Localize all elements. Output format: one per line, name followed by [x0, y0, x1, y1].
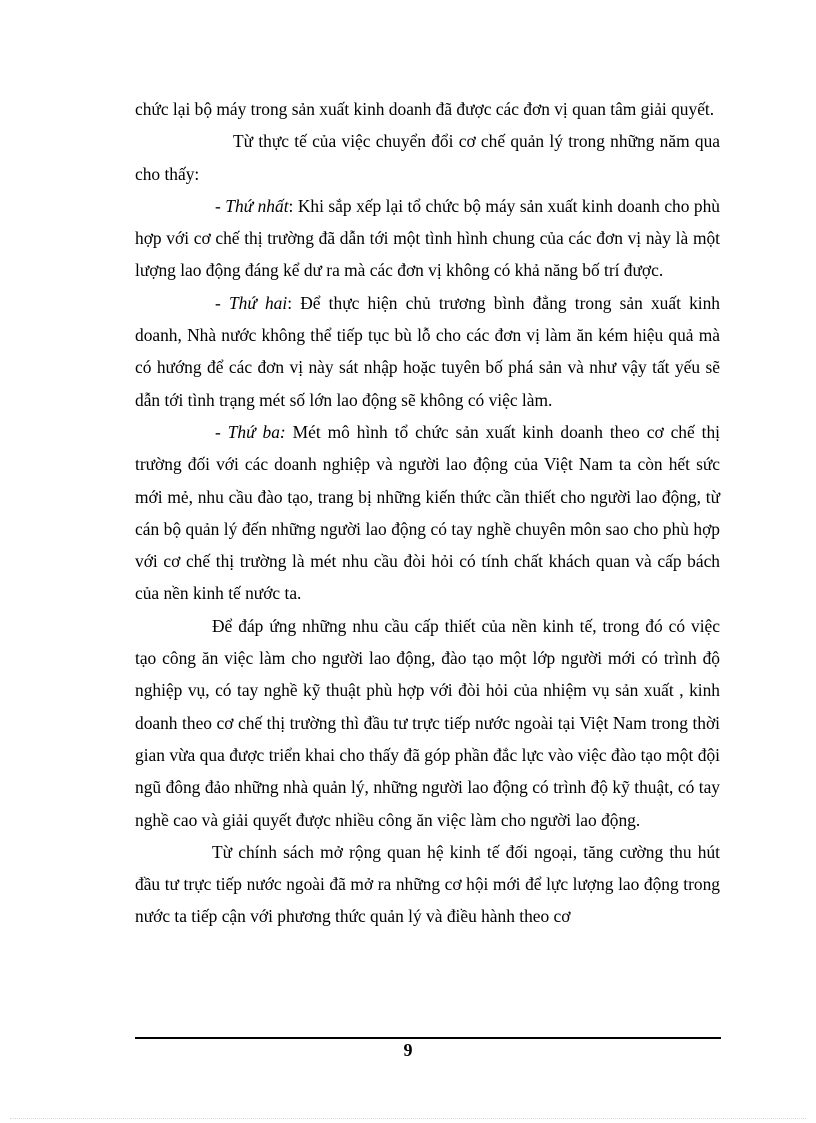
paragraph-text: Từ chính sách mở rộng quan hệ kinh tế đối ngoại, tăng cường thu hút đầu tư trực tiếp nước ngoài đã mở ra những cơ hội mới để lực lượng lao động trong nước ta tiếp cận với phương thức quản lý và điều hành theo cơ — [135, 841, 720, 927]
list-prefix: - — [215, 195, 226, 216]
paragraph-1 — [135, 93, 720, 125]
list-prefix: - — [215, 292, 229, 313]
paragraph-text: Để đáp ứng những nhu cầu cấp thiết của nền kinh tế, trong đó có việc tạo công ăn việc làm cho người lao động, đào tạo một lớp người mới có trình độ nghiệp vụ, có tay nghề kỹ thuật phù hợp với đòi hỏi của nhiệm vụ sản xuất , kinh doanh theo cơ chế thị trường thì đầu tư trực tiếp nước ngoài tại Việt Nam trong thời gian vừa qua được triển khai cho thấy đã góp phần đắc lực vào việc đào tạo một đội ngũ đông đảo những nhà quản lý, những người lao động có trình độ kỹ thuật, có tay nghề cao và giải quyết được nhiều công ăn việc làm cho người lao động. — [135, 615, 720, 830]
paragraph-text: : Khi sắp xếp lại tổ chức bộ máy sản xuất kinh doanh cho phù hợp với cơ chế thị trường đã dẫn tới một tình hình chung của các đơn vị này là một lượng lao động đáng kể dư ra mà các đơn vị không có khả năng bố trí được. — [135, 195, 720, 281]
page-number: 9 — [403, 1040, 413, 1060]
paragraph-text: Từ thực tế của việc chuyển đổi cơ chế quản lý trong những năm qua cho thấy: — [135, 131, 720, 184]
paragraph-text: Mét mô hình tổ chức sản xuất kinh doanh theo cơ chế thị trường đối với các doanh nghiệp và người lao động của Việt Nam ta còn hết sức mới mẻ, nhu cầu đào tạo, trang bị những kiến thức cần thiết cho người lao động, từ cán bộ quản lý đến những người lao động có tay nghề chuyên môn sao cho phù hợp với cơ chế thị trường là mét nhu cầu đòi hỏi có tính chất khách quan và cấp bách của nền kinh tế nước ta. — [135, 421, 721, 604]
point-lead: Thứ nhất — [225, 195, 289, 216]
paragraph-3 — [135, 610, 720, 836]
page-bottom-edge — [10, 1118, 806, 1119]
paragraph-text: : Để thực hiện chủ trương bình đẳng trong sản xuất kinh doanh, Nhà nước không thể tiếp tục bù lỗ cho các đơn vị làm ăn kém hiệu quả mà có hướng để các đơn vị này sát nhập hoặc tuyên bố phá sản và như vậy tất yếu sẽ dẫn tới tình trạng mét số lớn lao động sẽ không có việc làm. — [135, 292, 720, 410]
paragraph-point-3 — [135, 416, 720, 610]
paragraph-4 — [135, 836, 720, 933]
document-body — [135, 93, 720, 933]
paragraph-point-1 — [135, 190, 720, 287]
paragraph-point-2 — [135, 287, 720, 416]
point-lead: Thứ hai — [228, 292, 288, 313]
paragraph-text: chức lại bộ máy trong sản xuất kinh doanh đã được các đơn vị quan tâm giải quyết. — [135, 99, 715, 119]
list-prefix: - — [215, 421, 228, 442]
paragraph-2 — [135, 125, 720, 190]
point-lead: Thứ ba: — [227, 421, 286, 442]
footer-divider — [135, 1037, 721, 1039]
